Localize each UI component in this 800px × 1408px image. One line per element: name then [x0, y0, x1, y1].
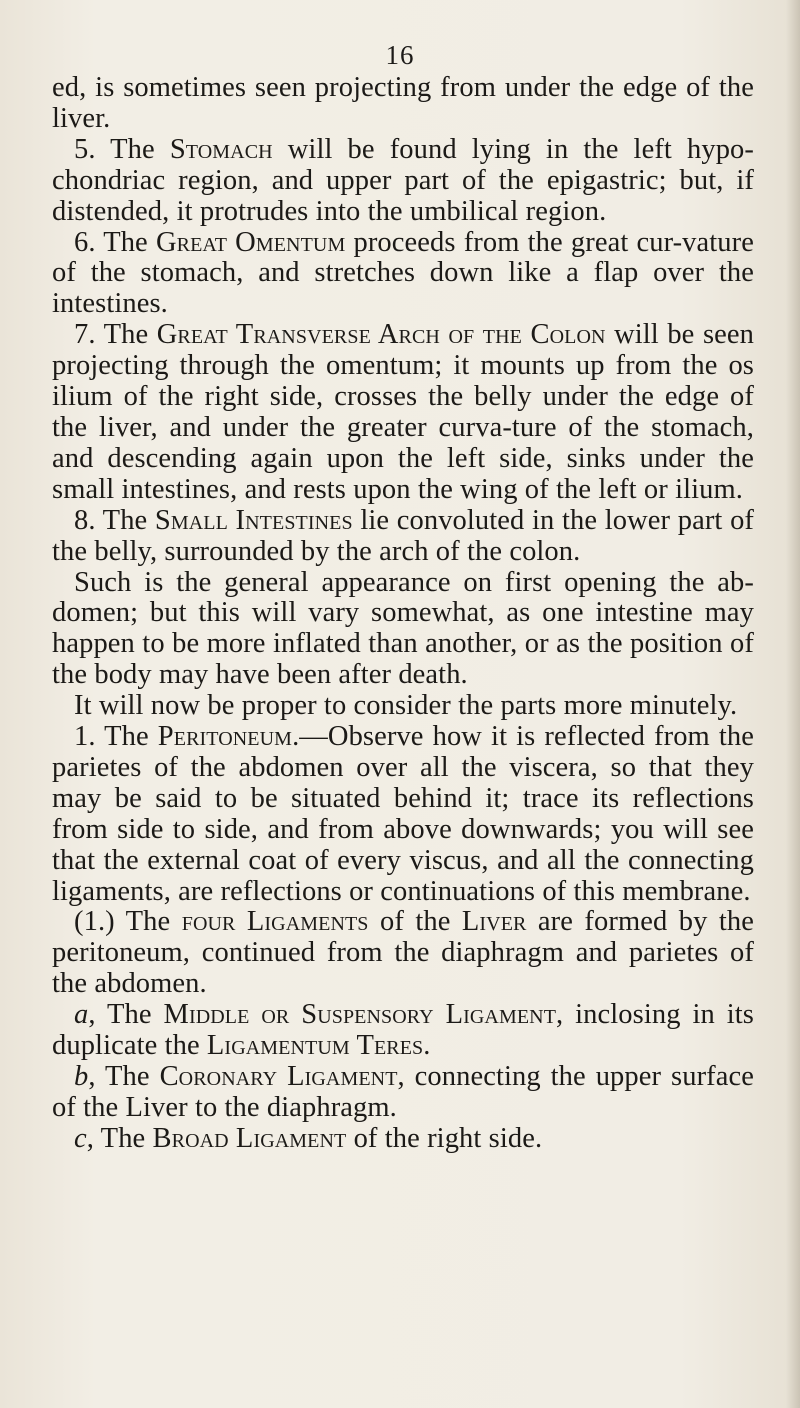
small-caps-term: Great Omentum: [155, 226, 346, 258]
page-edge-shadow: [786, 0, 800, 1408]
italic-letter: a: [74, 999, 89, 1031]
small-caps-term: four Ligaments: [181, 906, 369, 938]
paragraph-p10: [52, 1062, 754, 1124]
small-caps-term: Liver: [461, 906, 527, 938]
paragraph-p8: [52, 907, 754, 1000]
text-run: , The: [86, 1122, 153, 1154]
page-number: 16: [385, 40, 415, 70]
paragraph-p4: [52, 506, 754, 568]
italic-letter: c: [74, 1122, 87, 1154]
italic-letter: b: [74, 1061, 89, 1092]
text-run: , connecting the upper surface of the Liver to the diaphragm.: [52, 1061, 754, 1123]
text-run: of the right side.: [346, 1122, 543, 1154]
text-run: proceeds from the great cur-vature of the stomach, and stretches down like a flap over the intestines.: [52, 226, 754, 320]
text-run: 8. The: [74, 504, 155, 536]
text-run: will be found lying in the left hypo-chondriac region, and upper part of the epigastric; but, if distended, it protrudes into the umbilical region.: [52, 133, 754, 227]
text-run: .—Observe how it is reflected from the parietes of the abdomen over all the viscera, so that they may be said to be situated behind it; trace its reflections from side to side, and from above downwards; you will see that the external coat of every viscus, and all the connecting ligaments, are reflections or continuations of this membrane.: [52, 721, 755, 907]
text-run: , The: [88, 999, 164, 1031]
body-text: [52, 73, 754, 1155]
text-run: are formed by the peritoneum, continued from the diaphragm and parietes of the abdomen.: [52, 906, 754, 1000]
paragraph-p1: [52, 135, 754, 228]
paragraph-p0: ed, is sometimes seen projecting from under the edge of the liver.: [52, 72, 754, 134]
paragraph-p2: [52, 228, 754, 321]
text-run: 7. The: [74, 319, 157, 351]
small-caps-term: Middle or Suspensory Ligament: [163, 999, 557, 1031]
small-caps-term: Coronary Ligament: [159, 1061, 398, 1092]
paragraph-p3: [52, 320, 754, 505]
text-run: 1. The: [74, 721, 158, 753]
small-caps-term: Broad Ligament: [152, 1122, 347, 1154]
small-caps-term: Stomach: [169, 133, 273, 165]
text-run: , inclosing in its duplicate the: [52, 999, 754, 1062]
text-run: of the: [368, 906, 462, 938]
text-run: , The: [88, 1061, 160, 1092]
small-caps-term: Great Transverse Arch of the Colon: [156, 319, 606, 351]
small-caps-term: Small Intestines: [154, 504, 353, 536]
paragraph-p5: Such is the general appearance on first opening the ab-domen; but this will vary somewhat, as one intestine may happen to be more inflated than another, or as the position of the body may have been after death.: [52, 566, 754, 691]
text-run: will be seen projecting through the omentum; it mounts up from the os ilium of the right side, crosses the belly under the edge of the liver, and under the greater curva-ture of the stomach, and descending again upon the left side, sinks under the small intestines, and rests upon the wing of the left or ilium.: [52, 319, 754, 505]
text-run: (1.) The: [74, 906, 182, 938]
text-run: .: [423, 1030, 431, 1062]
paragraph-p6: It will now be proper to consider the parts more minutely.: [74, 690, 738, 722]
paragraph-p7: [52, 722, 754, 907]
text-run: 5. The: [74, 133, 170, 165]
small-caps-term: Peritoneum: [157, 721, 293, 753]
paragraph-p9: [52, 1000, 754, 1062]
paragraph-p11: [52, 1124, 754, 1155]
small-caps-term: Ligamentum Teres: [206, 1030, 424, 1062]
text-run: 6. The: [74, 226, 156, 258]
text-run: lie convoluted in the lower part of the belly, surrounded by the arch of the colon.: [52, 504, 755, 567]
